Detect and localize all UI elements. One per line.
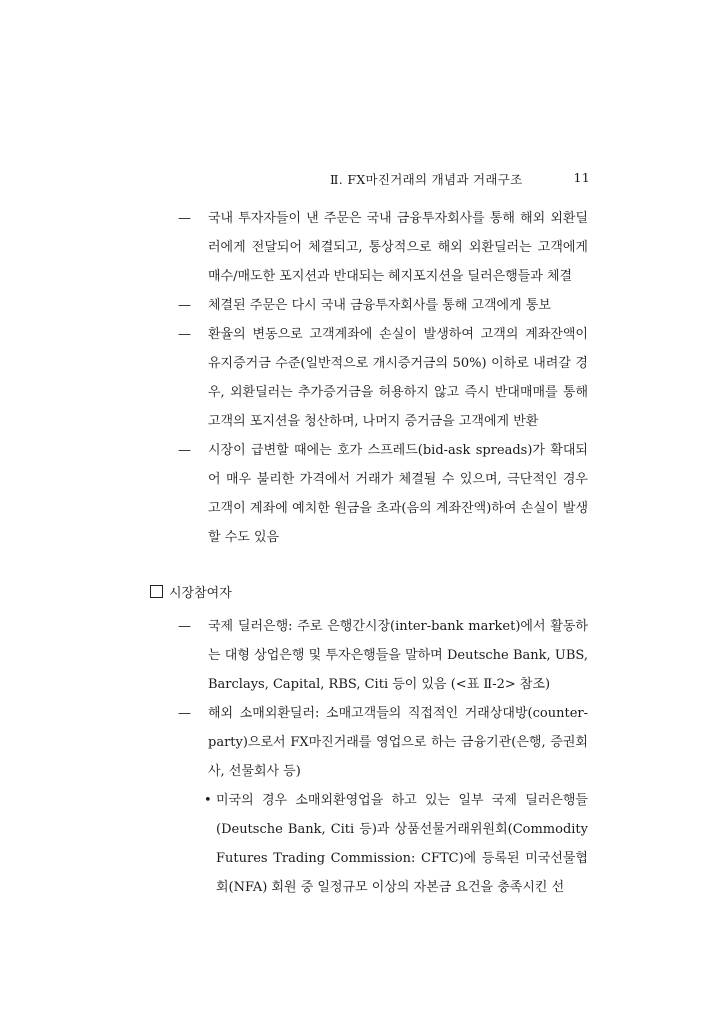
page-header <box>330 170 590 188</box>
section-title-text: 시장참여자 <box>169 586 232 601</box>
list-item <box>150 204 588 291</box>
dash-marker: — <box>178 211 191 226</box>
dash-marker: — <box>178 706 191 721</box>
list-item-text: 국제 딜러은행: 주로 은행간시장(inter-bank market)에서 활동하는 대형 상업은행 및 투자은행들을 말하며 Deutsche Bank, UBS, Barclays, Capital, RBS, Citi 등이 있음 (<표 Ⅱ-2> 참조) <box>208 619 588 692</box>
list-item-text: 체결된 주문은 다시 국내 금융투자회사를 통해 고객에게 통보 <box>208 298 551 313</box>
bullet-item-text: 미국의 경우 소매외환영업을 하고 있는 일부 국제 딜러은행들(Deutsche Bank, Citi 등)과 상품선물거래위원회(Commodity Futures Trading Commission: CFTC)에 등록된 미국선물협회(NFA) 회원 중 일정규모 이상의 자본금 요건을 충족시킨 선 <box>216 793 588 895</box>
dash-marker: — <box>178 298 191 313</box>
list-item-text: 환율의 변동으로 고객계좌에 손실이 발생하여 고객의 계좌잔액이 유지증거금 수준(일반적으로 개시증거금의 50%) 이하로 내려갈 경우, 외환딜러는 추가증거금을 허용하지 않고 즉시 반대매매를 통해 고객의 포지션을 청산하며, 나머지 증거금을 고객에게 반환 <box>208 327 588 429</box>
list-item <box>150 436 588 552</box>
bullet-item <box>204 786 588 902</box>
bullet-dot-icon: • <box>204 793 212 808</box>
list-item-text: 해외 소매외환딜러: 소매고객들의 직접적인 거래상대방(counter-party)으로서 FX마진거래를 영업으로 하는 금융기관(은행, 증권회사, 선물회사 등) <box>208 706 588 779</box>
chapter-title: Ⅱ. FX마진거래의 개념과 거래구조 <box>330 172 523 187</box>
list-item <box>150 612 588 699</box>
checkbox-square-icon <box>150 585 163 598</box>
dash-marker: — <box>178 619 191 634</box>
dash-marker: — <box>178 327 191 342</box>
section-heading <box>150 579 588 608</box>
list-item <box>150 320 588 436</box>
page-body <box>150 204 588 902</box>
list-item-text: 국내 투자자들이 낸 주문은 국내 금융투자회사를 통해 해외 외환딜러에게 전달되어 체결되고, 통상적으로 해외 외환딜러는 고객에게 매수/매도한 포지션과 반대되는 헤지포지션을 딜러은행들과 체결 <box>208 211 588 284</box>
list-item <box>150 291 588 320</box>
page-number: 11 <box>573 170 590 185</box>
list-item <box>150 699 588 786</box>
dash-marker: — <box>178 443 191 458</box>
list-item-text: 시장이 급변할 때에는 호가 스프레드(bid-ask spreads)가 확대되어 매우 불리한 가격에서 거래가 체결될 수 있으며, 극단적인 경우 고객이 계좌에 예치한 원금을 초과(음의 계좌잔액)하여 손실이 발생할 수도 있음 <box>208 443 588 545</box>
